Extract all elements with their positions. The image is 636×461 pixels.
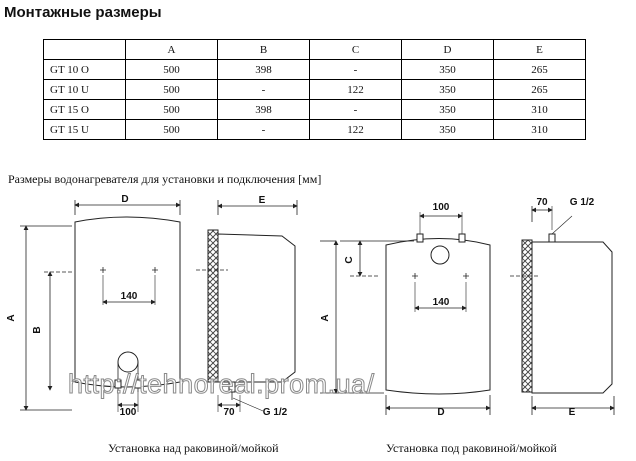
table-cell: 310 — [494, 100, 586, 120]
dimension-label-140: 140 — [432, 297, 450, 308]
table-header-cell — [44, 40, 126, 60]
table-cell: 500 — [126, 60, 218, 80]
dimension-label-70: 70 — [536, 197, 548, 208]
dimension-label-a: A — [6, 314, 17, 322]
table-cell: 398 — [218, 60, 310, 80]
watermark: http://tehnoreal.prom.ua/ — [68, 369, 375, 399]
table-row — [44, 120, 586, 140]
table-cell: - — [218, 120, 310, 140]
table-cell: GT 10 O — [44, 60, 126, 80]
table-cell: 500 — [126, 100, 218, 120]
table-cell: 350 — [402, 80, 494, 100]
table-cell: 350 — [402, 120, 494, 140]
table-cell: 500 — [126, 80, 218, 100]
table-cell: 500 — [126, 120, 218, 140]
page-title: Монтажные размеры — [4, 4, 162, 21]
table-cell: 265 — [494, 80, 586, 100]
dimension-label-b: B — [32, 326, 43, 334]
table-cell: 350 — [402, 100, 494, 120]
table-cell: 122 — [310, 80, 402, 100]
table-cell: 265 — [494, 60, 586, 80]
table-cell: GT 10 U — [44, 80, 126, 100]
table-header-cell: C — [310, 40, 402, 60]
table-cell: 310 — [494, 120, 586, 140]
dimension-label-100: 100 — [119, 407, 137, 418]
table-cell: - — [310, 100, 402, 120]
dimension-label-d: D — [437, 407, 445, 418]
installation-drawing — [0, 190, 636, 440]
table-cell: GT 15 O — [44, 100, 126, 120]
table-header-cell: E — [494, 40, 586, 60]
table-cell: - — [310, 60, 402, 80]
dimension-label-c: C — [344, 256, 355, 264]
table-row — [44, 80, 586, 100]
table-row — [44, 100, 586, 120]
dimension-label-a: A — [320, 314, 331, 322]
dimension-label-g12: G 1/2 — [569, 197, 595, 208]
table-cell: 350 — [402, 60, 494, 80]
table-header-cell: B — [218, 40, 310, 60]
table-header-row — [44, 40, 586, 60]
table-header-cell: D — [402, 40, 494, 60]
table-cell: GT 15 U — [44, 120, 126, 140]
table-header-cell: A — [126, 40, 218, 60]
dimension-label-g12: G 1/2 — [262, 407, 288, 418]
table-cell: 398 — [218, 100, 310, 120]
dimensions-table — [43, 39, 586, 140]
drawing-subtitle: Размеры водонагревателя для установки и подключения [мм] — [8, 172, 322, 186]
right-side-view — [510, 206, 614, 415]
table-cell: - — [218, 80, 310, 100]
dimension-label-140: 140 — [120, 291, 138, 302]
caption-under-sink: Установка под раковиной/мойкой — [386, 441, 557, 455]
table-cell: 122 — [310, 120, 402, 140]
dimension-label-e: E — [568, 407, 576, 418]
dimension-label-e: E — [258, 195, 266, 206]
dimension-label-100: 100 — [432, 202, 450, 213]
table-row — [44, 60, 586, 80]
dimension-label-70: 70 — [223, 407, 235, 418]
dimension-label-d: D — [121, 194, 129, 205]
caption-over-sink: Установка над раковиной/мойкой — [108, 441, 279, 455]
